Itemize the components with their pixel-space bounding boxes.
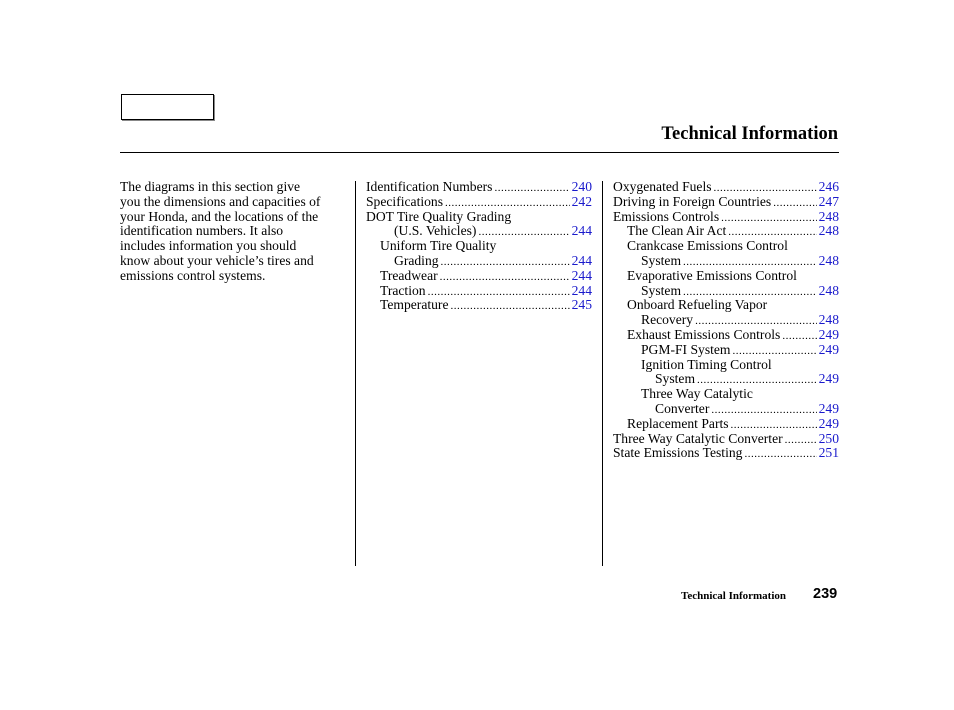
toc-label: PGM-FI System (641, 341, 731, 357)
toc-entry-crankcase-system[interactable] (613, 254, 839, 269)
toc-page-link[interactable]: 248 (818, 252, 839, 268)
toc-page-link[interactable]: 242 (571, 193, 592, 209)
toc-entry-oxygenated-fuels[interactable] (613, 180, 839, 195)
section-tab-box (121, 94, 214, 120)
toc-entry-driving-foreign-countries[interactable] (613, 195, 839, 210)
toc-page-link[interactable]: 249 (818, 326, 839, 342)
toc-entry-recovery[interactable] (613, 313, 839, 328)
toc-page-link[interactable]: 244 (571, 223, 592, 239)
toc-page-link[interactable]: 245 (571, 297, 592, 313)
toc-label: (U.S. Vehicles) (394, 223, 477, 239)
footer-page-number: 239 (813, 586, 838, 602)
leader-dots (721, 210, 816, 225)
toc-label: System (641, 282, 682, 298)
toc-label: Traction (380, 282, 426, 298)
toc-label: Grading (394, 252, 439, 268)
toc-page-link[interactable]: 248 (818, 223, 839, 239)
toc-label: Exhaust Emissions Controls (627, 326, 781, 342)
title-divider (120, 152, 839, 153)
toc-entry-pgm-fi-system[interactable] (613, 343, 839, 358)
column-divider-right (602, 181, 603, 566)
toc-label: System (641, 252, 682, 268)
toc-page-link[interactable]: 246 (818, 179, 839, 194)
toc-label: Driving in Foreign Countries (613, 193, 772, 209)
leader-dots (731, 417, 817, 432)
toc-entry-state-emissions-testing[interactable] (613, 446, 839, 461)
intro-line: includes information you should (120, 238, 297, 254)
toc-label: Specifications (366, 193, 444, 209)
toc-label: Recovery (641, 312, 694, 328)
column-divider-left (355, 181, 356, 566)
toc-label: System (655, 371, 696, 387)
toc-heading-three-way-catalytic: Three Way Catalytic (641, 386, 753, 402)
toc-label: The Clean Air Act (627, 223, 727, 239)
toc-label: Converter (655, 400, 710, 416)
toc-entry-ignition-system[interactable] (613, 372, 839, 387)
toc-page-link[interactable]: 251 (818, 445, 839, 461)
intro-line: you the dimensions and capacities of (120, 193, 321, 209)
intro-line: know about your vehicle’s tires and (120, 252, 314, 268)
leader-dots (782, 328, 816, 343)
toc-entry-identification-numbers[interactable] (366, 180, 592, 195)
toc-entry-evaporative-system[interactable] (613, 284, 839, 299)
toc-label: State Emissions Testing (613, 445, 743, 461)
toc-heading-dot-tire-grading: DOT Tire Quality Grading (366, 208, 512, 224)
toc-page-link[interactable]: 249 (818, 341, 839, 357)
leader-dots (744, 446, 816, 461)
leader-dots (428, 284, 570, 299)
toc-entry-clean-air-act[interactable] (613, 224, 839, 239)
leader-dots (683, 284, 817, 299)
toc-heading-onboard-refueling: Onboard Refueling Vapor (627, 297, 768, 313)
toc-entry-exhaust-emissions[interactable] (613, 328, 839, 343)
intro-line: identification numbers. It also (120, 223, 284, 239)
leader-dots (733, 343, 817, 358)
intro-line: your Honda, and the locations of the (120, 208, 319, 224)
toc-page-link[interactable]: 247 (818, 193, 839, 209)
toc-entry-grading[interactable] (366, 254, 592, 269)
toc-heading-evaporative: Evaporative Emissions Control (627, 267, 797, 283)
toc-label: Oxygenated Fuels (613, 179, 712, 194)
toc-page-link[interactable]: 244 (571, 252, 592, 268)
toc-label: Temperature (380, 297, 449, 313)
toc-label: Three Way Catalytic Converter (613, 430, 783, 446)
toc-heading-ignition-timing: Ignition Timing Control (641, 356, 772, 372)
leader-dots (494, 180, 569, 195)
toc-entry-temperature[interactable] (366, 298, 592, 313)
toc-label: Emissions Controls (613, 208, 720, 224)
leader-dots (773, 195, 816, 210)
toc-label: Treadwear (380, 267, 438, 283)
leader-dots (695, 313, 817, 328)
toc-page-link[interactable]: 240 (571, 179, 592, 194)
toc-page-link[interactable]: 248 (818, 208, 839, 224)
toc-page-link[interactable]: 244 (571, 267, 592, 283)
leader-dots (441, 254, 570, 269)
toc-label: Identification Numbers (366, 179, 493, 194)
toc-entry-converter[interactable] (613, 402, 839, 417)
toc-page-link[interactable]: 249 (818, 415, 839, 431)
toc-entry-us-vehicles[interactable] (366, 224, 592, 239)
leader-dots (440, 269, 570, 284)
leader-dots (728, 224, 816, 239)
toc-page-link[interactable]: 244 (571, 282, 592, 298)
toc-entry-three-way-catalytic-converter[interactable] (613, 432, 839, 447)
leader-dots (683, 254, 817, 269)
toc-heading-crankcase: Crankcase Emissions Control (627, 238, 788, 254)
toc-entry-traction[interactable] (366, 284, 592, 299)
toc-column-1 (366, 180, 592, 313)
toc-entry-replacement-parts[interactable] (613, 417, 839, 432)
footer-section-label: Technical Information (681, 590, 787, 602)
leader-dots (785, 432, 817, 447)
toc-entry-treadwear[interactable] (366, 269, 592, 284)
toc-page-link[interactable]: 249 (818, 371, 839, 387)
toc-entry-specifications[interactable] (366, 195, 592, 210)
intro-paragraph (120, 180, 346, 284)
leader-dots (451, 298, 570, 313)
toc-page-link[interactable]: 249 (818, 400, 839, 416)
intro-line: emissions control systems. (120, 267, 266, 283)
leader-dots (445, 195, 570, 210)
toc-page-link[interactable]: 248 (818, 282, 839, 298)
page-title: Technical Information (661, 124, 838, 144)
leader-dots (711, 402, 816, 417)
toc-column-2 (613, 180, 839, 461)
toc-label: Replacement Parts (627, 415, 729, 431)
leader-dots (478, 224, 569, 239)
toc-page-link[interactable]: 248 (818, 312, 839, 328)
leader-dots (714, 180, 817, 195)
toc-entry-emissions-controls[interactable] (613, 210, 839, 225)
leader-dots (697, 372, 817, 387)
intro-line: The diagrams in this section give (120, 179, 301, 194)
toc-heading-uniform-tire-quality: Uniform Tire Quality (380, 238, 497, 254)
toc-page-link[interactable]: 250 (818, 430, 839, 446)
